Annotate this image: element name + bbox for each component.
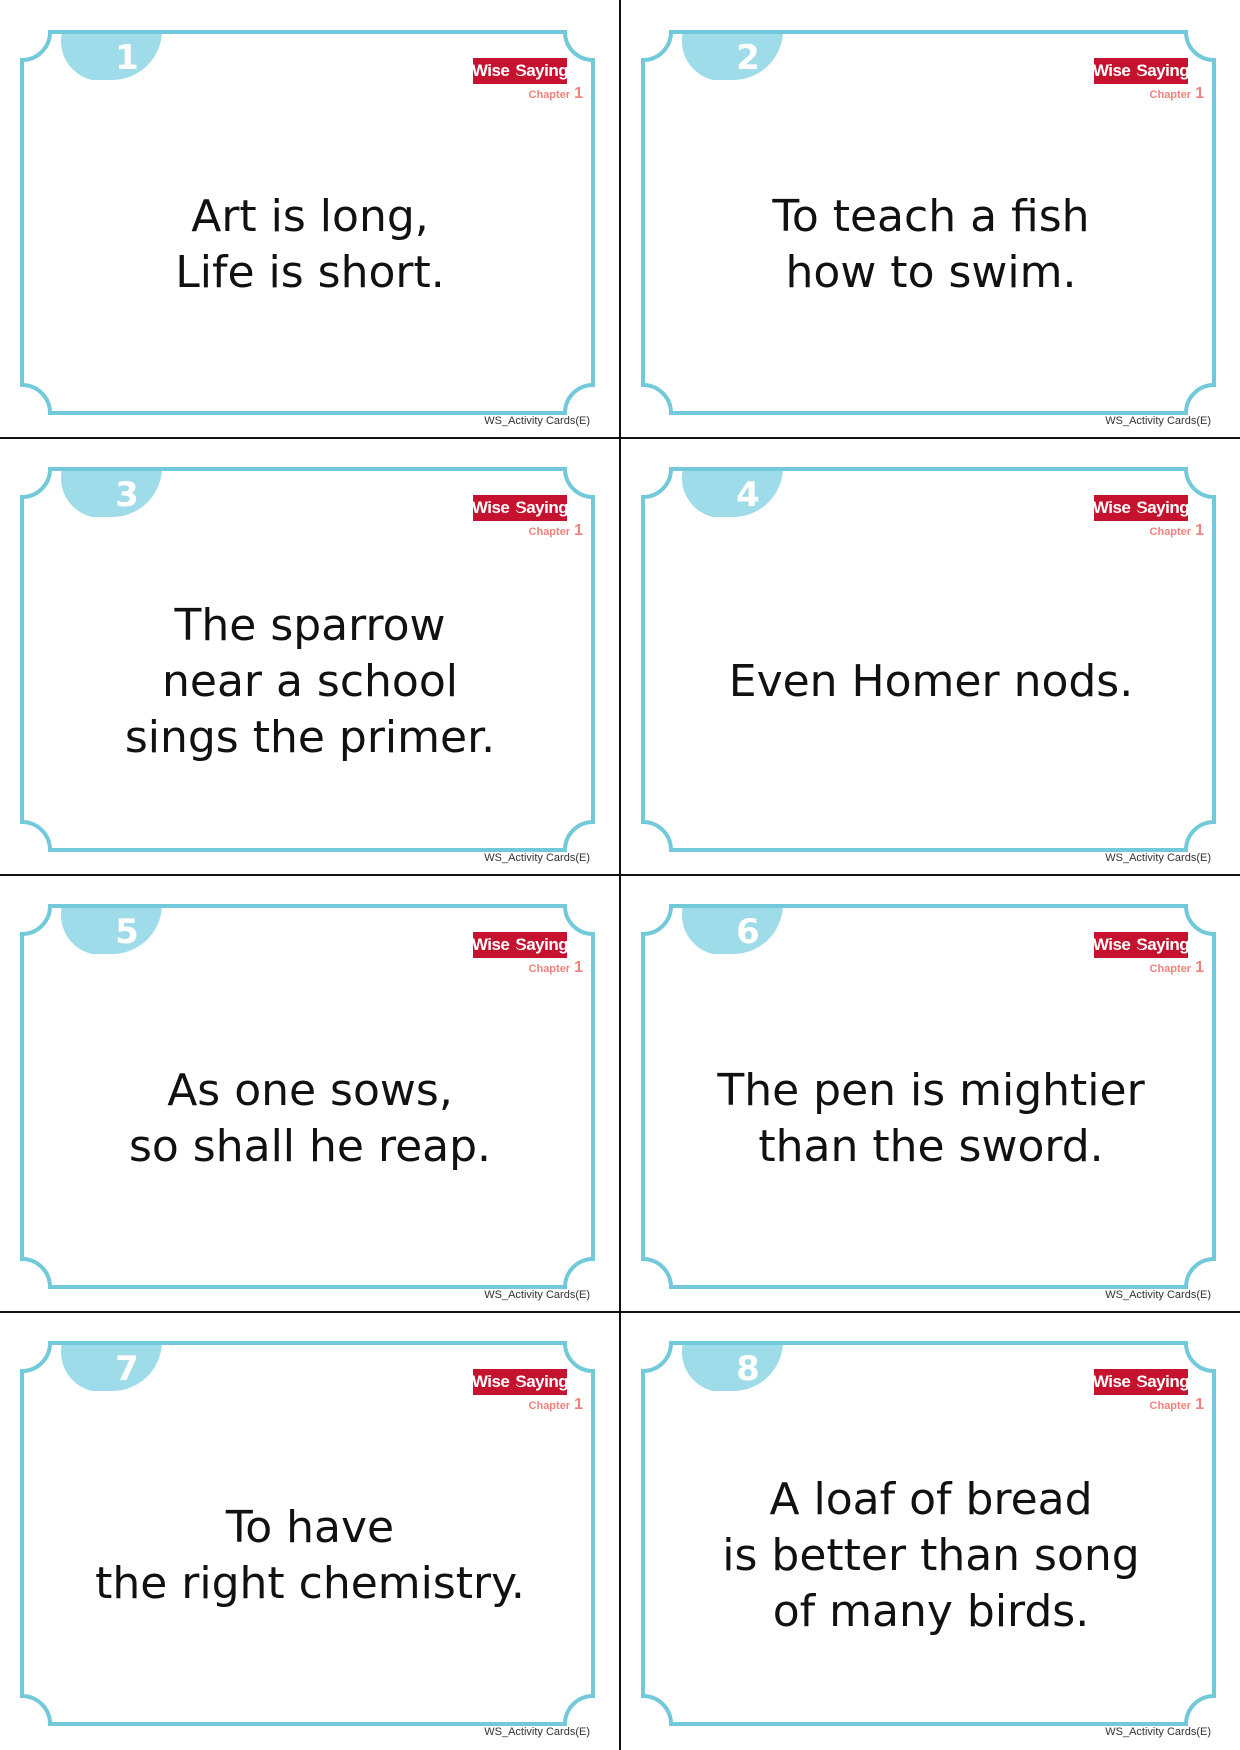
card-footer: WS_Activity Cards(E) [1105, 415, 1211, 427]
logo-wise-text: Wise [1092, 498, 1131, 517]
card-number: 7 [115, 1349, 139, 1389]
quote-line: how to swim. [785, 247, 1077, 298]
card-quote [661, 1406, 1201, 1706]
logo-saying-text: Saying [1136, 1372, 1190, 1391]
chapter-label: Chapter 1 [1149, 1396, 1204, 1413]
chapter-number: 1 [574, 85, 583, 102]
card-number: 5 [115, 912, 139, 952]
card-footer: WS_Activity Cards(E) [1105, 852, 1211, 864]
quote-line: of many birds. [772, 1586, 1090, 1637]
quote-line: Art is long, [191, 191, 429, 242]
card-number: 8 [736, 1349, 760, 1389]
activity-card [621, 1311, 1240, 1747]
quote-line: To teach a fish [772, 191, 1090, 242]
chapter-label: Chapter 1 [1149, 959, 1204, 976]
card-number: 6 [736, 912, 760, 952]
card-footer: WS_Activity Cards(E) [484, 852, 590, 864]
chapter-label: Chapter 1 [528, 522, 583, 539]
activity-card [0, 437, 620, 873]
logo-saying-text: Saying [515, 61, 569, 80]
logo-saying-text: Saying [515, 1372, 569, 1391]
quote-line: sings the primer. [124, 712, 496, 763]
logo-saying-text: Saying [1136, 498, 1190, 517]
quote-line: To have [225, 1502, 395, 1553]
quote-line: Life is short. [175, 247, 445, 298]
card-footer: WS_Activity Cards(E) [484, 1289, 590, 1301]
activity-card [0, 874, 620, 1310]
logo-saying-text: Saying [1136, 935, 1190, 954]
card-quote [661, 95, 1201, 395]
logo-wise-text: Wise [1092, 61, 1131, 80]
logo-saying-text: Saying [1136, 61, 1190, 80]
chapter-label: Chapter 1 [528, 85, 583, 102]
activity-card [621, 437, 1240, 873]
logo-wise-text: Wise [471, 61, 510, 80]
chapter-number: 1 [1195, 522, 1204, 539]
quote-line: so shall he reap. [128, 1121, 492, 1172]
card-quote [661, 532, 1201, 832]
quote-line: A loaf of bread [769, 1474, 1093, 1525]
logo-wise-text: Wise [1092, 1372, 1131, 1391]
logo-saying-text: Saying [515, 498, 569, 517]
activity-card [0, 1311, 620, 1747]
logo-wise-text: Wise [471, 498, 510, 517]
quote-line: is better than song [722, 1530, 1140, 1581]
chapter-number: 1 [1195, 85, 1204, 102]
quote-line: near a school [161, 656, 458, 707]
logo-wise-text: Wise [471, 1372, 510, 1391]
activity-card [621, 874, 1240, 1310]
quote-line: The sparrow [174, 600, 446, 651]
logo-wise-text: Wise [1092, 935, 1131, 954]
logo-saying-text: Saying [515, 935, 569, 954]
quote-line: the right chemistry. [95, 1558, 525, 1609]
logo-wise-text: Wise [471, 935, 510, 954]
chapter-label: Chapter 1 [1149, 85, 1204, 102]
chapter-label: Chapter 1 [1149, 522, 1204, 539]
chapter-number: 1 [574, 959, 583, 976]
card-footer: WS_Activity Cards(E) [484, 1726, 590, 1738]
chapter-number: 1 [1195, 959, 1204, 976]
card-number: 1 [115, 38, 139, 78]
activity-card [0, 0, 620, 436]
chapter-number: 1 [1195, 1396, 1204, 1413]
quote-line: Even Homer nods. [728, 656, 1134, 707]
card-number: 2 [736, 38, 760, 78]
card-quote [40, 95, 580, 395]
card-number: 3 [115, 475, 139, 515]
quote-line: than the sword. [758, 1121, 1104, 1172]
card-footer: WS_Activity Cards(E) [484, 415, 590, 427]
chapter-label: Chapter 1 [528, 1396, 583, 1413]
card-footer: WS_Activity Cards(E) [1105, 1289, 1211, 1301]
activity-card [621, 0, 1240, 436]
quote-line: The pen is mightier [717, 1065, 1145, 1116]
quote-line: As one sows, [167, 1065, 453, 1116]
card-footer: WS_Activity Cards(E) [1105, 1726, 1211, 1738]
card-quote [40, 969, 580, 1269]
chapter-label: Chapter 1 [528, 959, 583, 976]
chapter-number: 1 [574, 522, 583, 539]
card-quote [661, 969, 1201, 1269]
card-quote [40, 1406, 580, 1706]
card-quote [40, 532, 580, 832]
card-number: 4 [736, 475, 760, 515]
chapter-number: 1 [574, 1396, 583, 1413]
